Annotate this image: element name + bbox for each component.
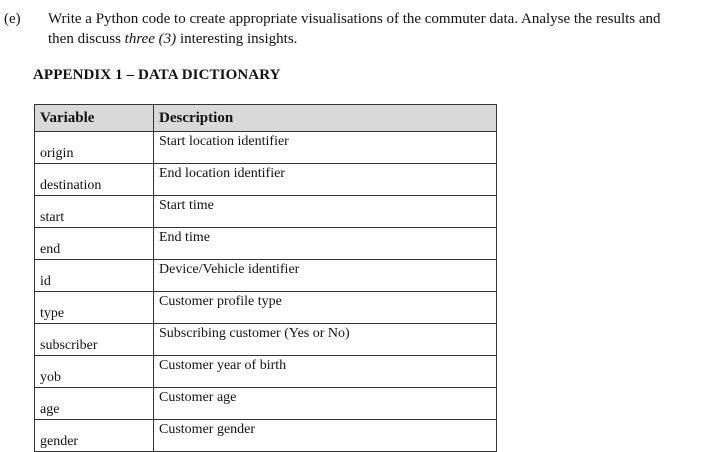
- table-row: [35, 388, 497, 420]
- description-cell: Customer age: [154, 388, 497, 420]
- question-emphasis: three (3): [124, 31, 177, 47]
- table-row: [35, 196, 497, 228]
- question-text-before: Write a Python code to create appropriate visualisations of the commuter data. Analyse the results and then discuss: [48, 11, 661, 47]
- table-row: [35, 292, 497, 324]
- table-header-row: [35, 105, 497, 132]
- appendix-title: APPENDIX 1 – DATA DICTIONARY: [33, 67, 281, 83]
- question-text-after: interesting insights.: [176, 31, 298, 47]
- table-row: [35, 132, 497, 164]
- question-label: (e): [4, 11, 21, 27]
- question-text: [48, 9, 688, 49]
- table-row: [35, 164, 497, 196]
- header-variable: Variable: [35, 105, 154, 132]
- variable-cell: start: [35, 196, 154, 228]
- variable-cell: subscriber: [35, 324, 154, 356]
- variable-cell: yob: [35, 356, 154, 388]
- variable-cell: origin: [35, 132, 154, 164]
- variable-cell: id: [35, 260, 154, 292]
- table-row: [35, 420, 497, 452]
- description-cell: Start location identifier: [154, 132, 497, 164]
- description-cell: Customer gender: [154, 420, 497, 452]
- description-cell: Start time: [154, 196, 497, 228]
- variable-cell: type: [35, 292, 154, 324]
- table-row: [35, 356, 497, 388]
- table-row: [35, 324, 497, 356]
- description-cell: End time: [154, 228, 497, 260]
- description-cell: Device/Vehicle identifier: [154, 260, 497, 292]
- table-row: [35, 228, 497, 260]
- data-dictionary-table: [34, 104, 497, 452]
- description-cell: Customer year of birth: [154, 356, 497, 388]
- description-cell: Customer profile type: [154, 292, 497, 324]
- variable-cell: gender: [35, 420, 154, 452]
- description-cell: Subscribing customer (Yes or No): [154, 324, 497, 356]
- variable-cell: age: [35, 388, 154, 420]
- description-cell: End location identifier: [154, 164, 497, 196]
- variable-cell: end: [35, 228, 154, 260]
- variable-cell: destination: [35, 164, 154, 196]
- header-description: Description: [154, 105, 497, 132]
- table-row: [35, 260, 497, 292]
